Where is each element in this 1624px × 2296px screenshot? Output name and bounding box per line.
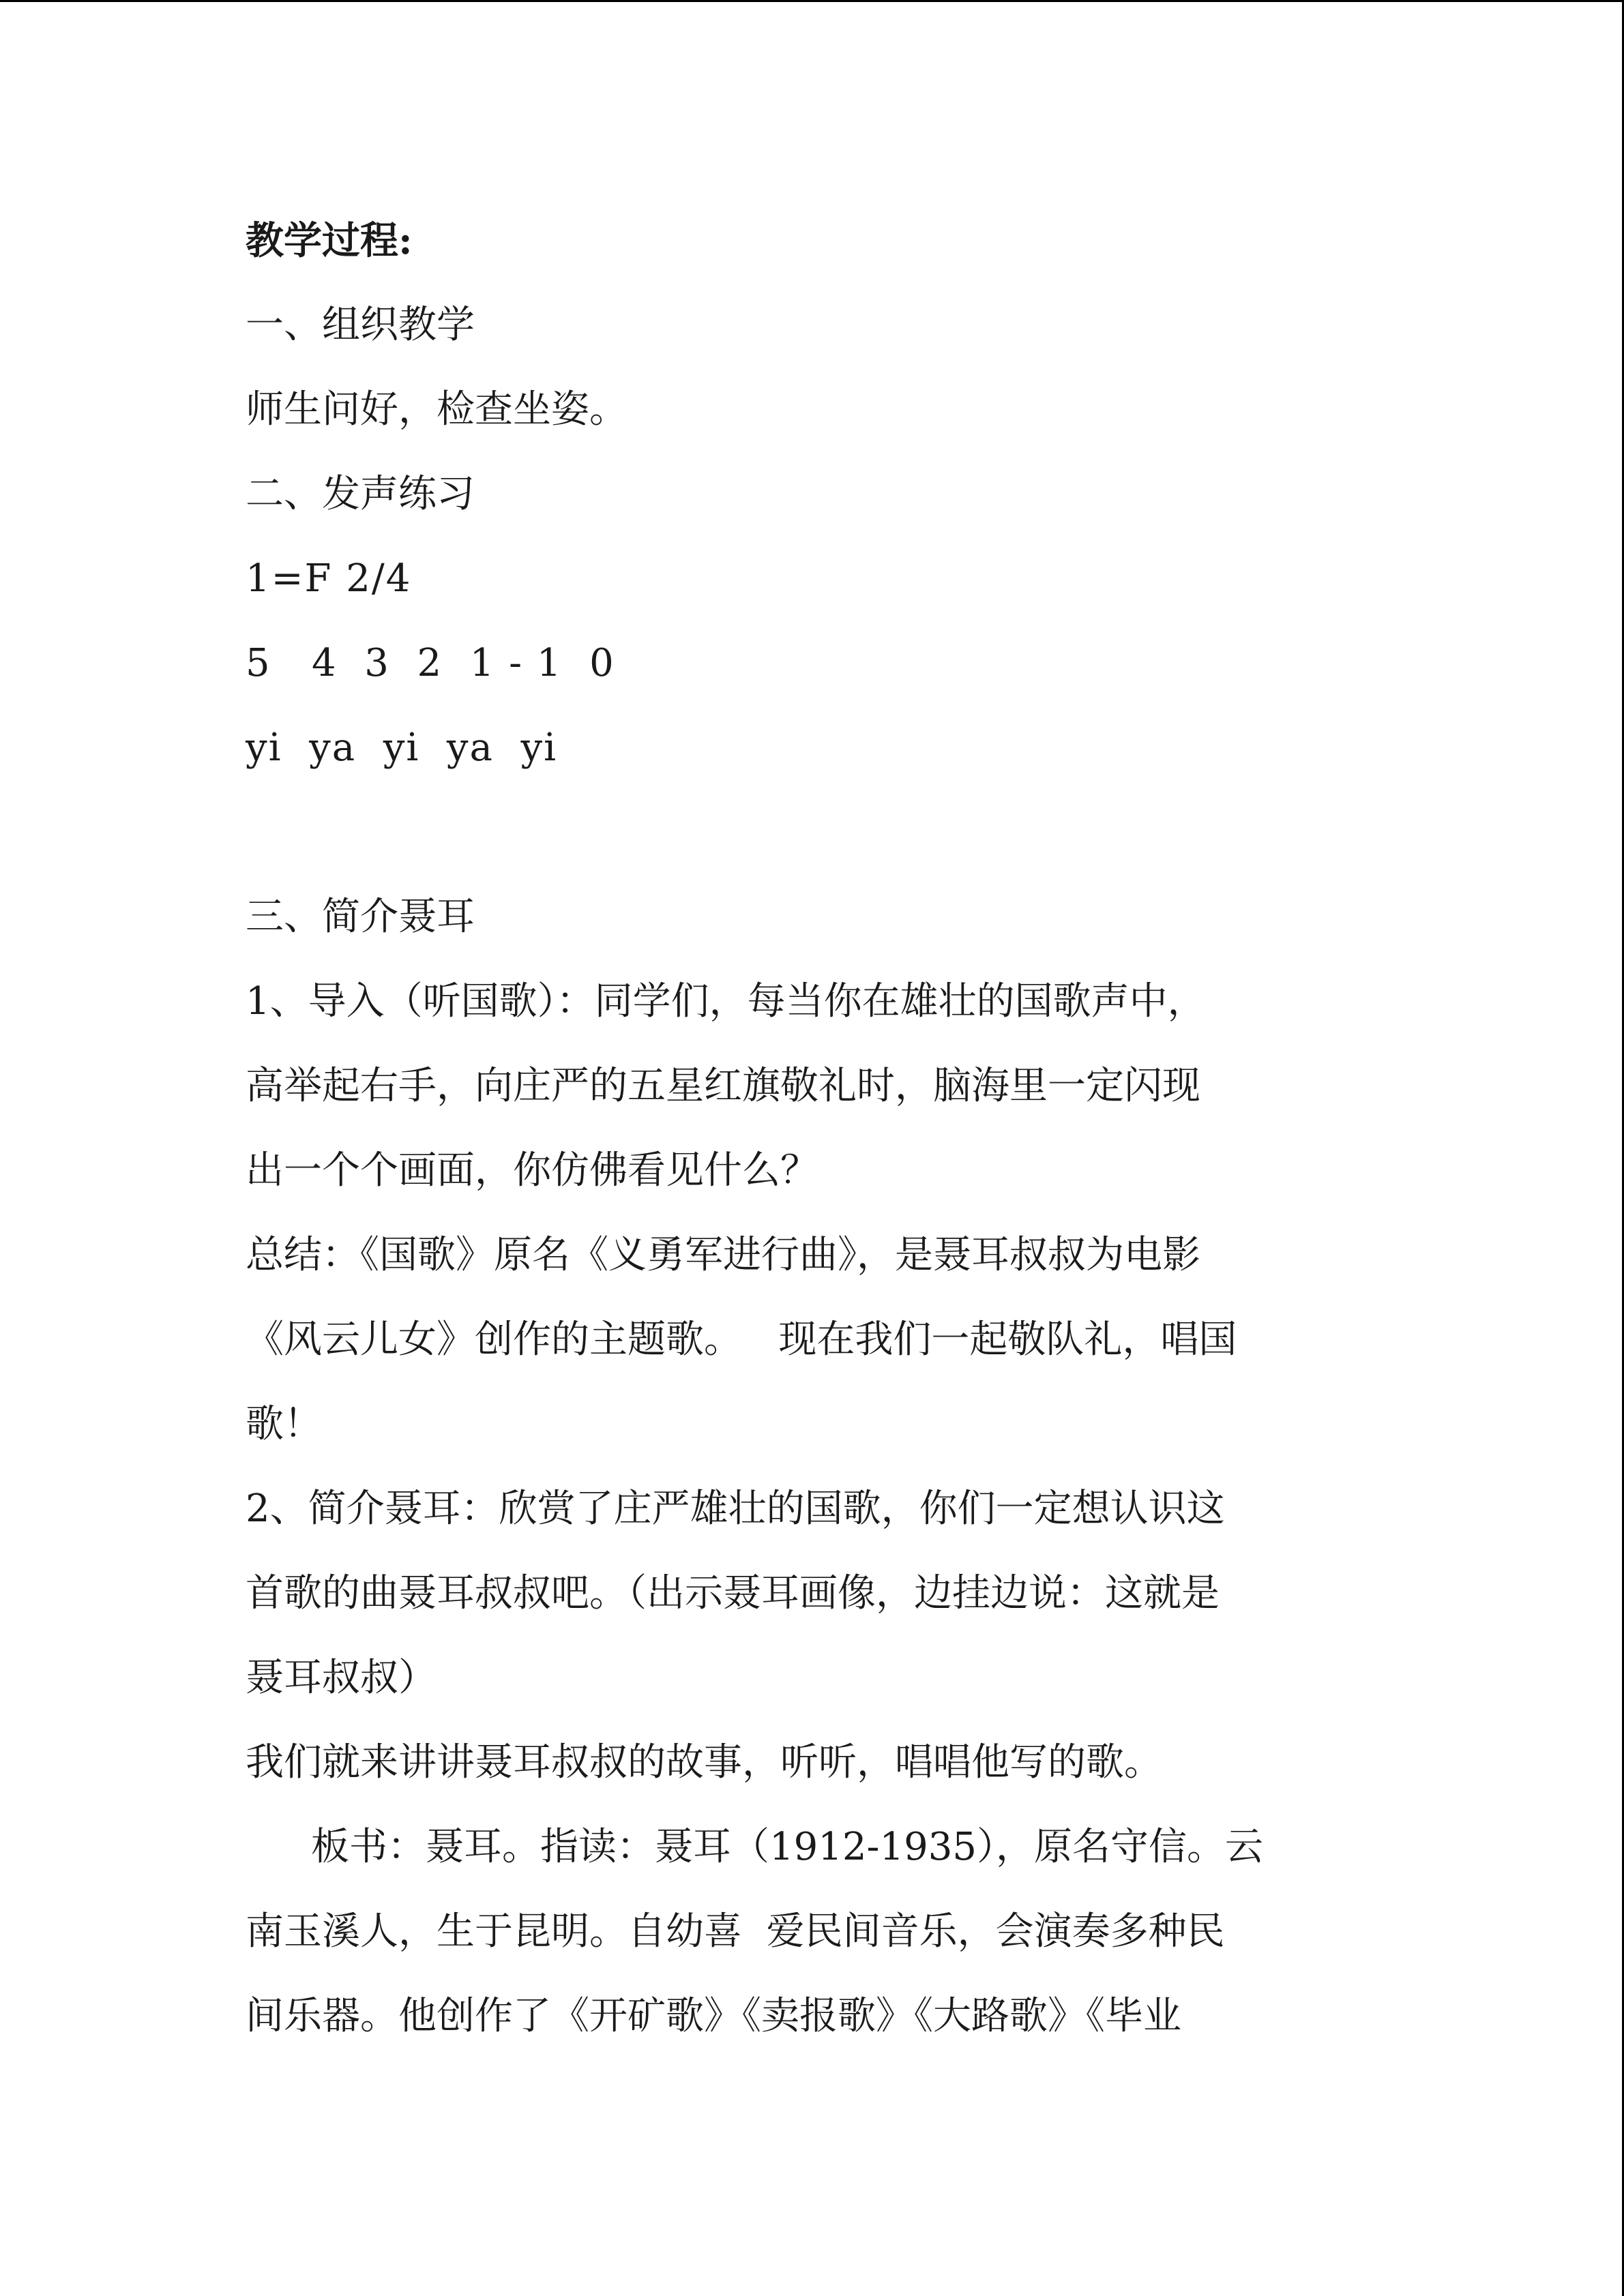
heading-introduce-nie-er: 三、简介聂耳 [246,895,475,939]
section-heading-teaching-process: 教学过程: [246,218,413,263]
music-notation: 5 4 3 2 1 - 1 0 [246,641,615,685]
heading-organize-teaching: 一、组织教学 [246,303,475,347]
paragraph-summary-line-1: 总结：《国歌》原名《义勇军进行曲》，是聂耳叔叔为电影 [246,1233,1200,1277]
paragraph-intro-line-3: 出一个个画面，你仿佛看见什么？ [246,1148,818,1193]
paragraph-board-line-1: 板书：聂耳。指读：聂耳（1912-1935），原名守信。云 [311,1825,1263,1869]
paragraph-brief-line-2: 首歌的曲聂耳叔叔吧。（出示聂耳画像，边挂边说：这就是 [246,1571,1220,1615]
paragraph-board-line-3: 间乐器。他创作了《开矿歌》《卖报歌》《大路歌》《毕业 [246,1994,1181,2038]
paragraph-story: 我们就来讲讲聂耳叔叔的故事，听听，唱唱他写的歌。 [246,1740,1162,1785]
music-key-signature: 1=F 2/4 [246,556,412,601]
music-lyrics: yi ya yi ya yi [246,726,558,770]
paragraph-brief-line-3: 聂耳叔叔） [246,1656,437,1700]
paragraph-brief-line-1: 2、简介聂耳：欣赏了庄严雄壮的国歌，你们一定想认识这 [246,1487,1225,1531]
paragraph-intro-line-2: 高举起右手，向庄严的五星红旗敬礼时，脑海里一定闪现 [246,1064,1200,1108]
paragraph-board-line-2: 南玉溪人，生于昆明。自幼喜 爱民间音乐，会演奏多种民 [246,1909,1225,1954]
paragraph-summary-line-3: 歌！ [246,1402,322,1446]
paragraph-intro-line-1: 1、导入（听国歌）：同学们，每当你在雄壮的国歌声中， [246,979,1206,1024]
paragraph-summary-line-2: 《风云儿女》创作的主题歌。 现在我们一起敬队礼，唱国 [246,1317,1237,1362]
heading-vocal-practice: 二、发声练习 [246,472,475,516]
document-body [246,215,1391,2075]
blank-line [246,807,1391,891]
paragraph-greeting: 师生问好，检查坐姿。 [246,387,628,432]
